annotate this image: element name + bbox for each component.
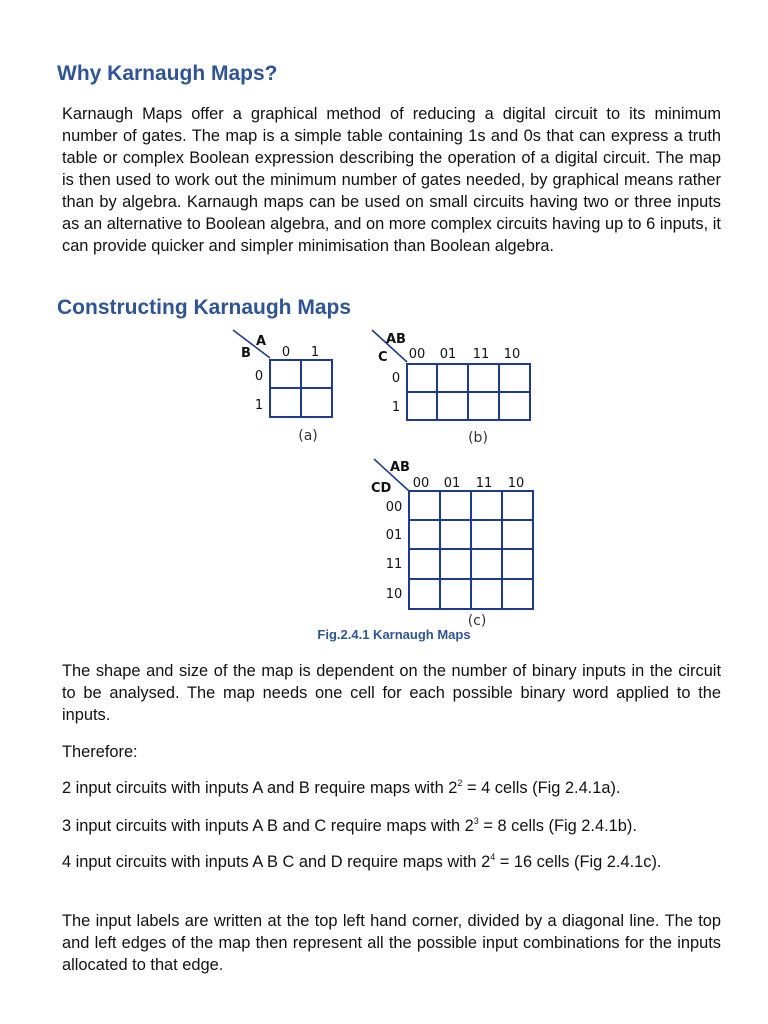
- map-b-row-label: 0: [391, 371, 401, 386]
- map-c-col-label: 10: [507, 476, 525, 491]
- map-a-col-label: 0: [281, 345, 291, 360]
- shape-paragraph: The shape and size of the map is dependent on the number of binary inputs in the circuit to be analysed. The map needs one cell for each possible binary word applied to the inputs.: [62, 662, 721, 724]
- karnaugh-map-a: [233, 330, 332, 444]
- karnaugh-map-b: [372, 330, 530, 446]
- map-b-col-label: 00: [408, 347, 426, 362]
- map-a-top-var: A: [256, 334, 267, 349]
- map-b-col-label: 10: [503, 347, 521, 362]
- map-b-left-var: C: [378, 350, 388, 365]
- map-c-row-label: 01: [385, 528, 403, 543]
- intro-paragraph: Karnaugh Maps offer a graphical method of reducing a digital circuit to its minimum number of gates. The map is a simple table containing 1s and 0s that can express a truth table or complex Boolean expression describing the operation of a digital circuit. The map is then used to work out the minimum number of gates needed, by graphical means rather than by algebra. Karnaugh maps can be used on small circuits having two or three inputs as an alternative to Boolean algebra, and on more complex circuits having up to 6 inputs, it can provide quicker and simpler minimisation than Boolean algebra.: [62, 105, 721, 255]
- map-c-left-var: CD: [371, 481, 392, 496]
- map-a-label: (a): [298, 428, 318, 444]
- section-title-constructing-karnaugh-maps: Constructing Karnaugh Maps: [57, 296, 352, 319]
- labels-paragraph: The input labels are written at the top left hand corner, divided by a diagonal line. The top and left edges of the map then represent all the possible input combinations for the inputs allocated to that edge.: [62, 912, 721, 974]
- map-b-label: (b): [468, 430, 488, 446]
- map-c-row-label: 00: [385, 500, 403, 515]
- map-a-left-var: B: [241, 346, 251, 361]
- map-a-col-label: 1: [310, 345, 320, 360]
- section-title-why-karnaugh-maps: Why Karnaugh Maps?: [57, 62, 278, 85]
- map-c-col-label: 11: [475, 476, 493, 491]
- two-input-text: 2 input circuits with inputs A and B require maps with $2^2 = 4$ cells (Fig 2.4.1a).: [62, 778, 621, 797]
- map-b-top-var: AB: [386, 332, 406, 347]
- karnaugh-map-c: [371, 459, 533, 629]
- four-input-text: 4 input circuits with inputs A B C and D require maps with $2^4 = 16$ cells (Fig 2.4.1c).: [62, 852, 662, 871]
- map-b-row-label: 1: [391, 400, 401, 415]
- map-b-col-label: 11: [472, 347, 490, 362]
- map-c-top-var: AB: [390, 460, 410, 475]
- figure-caption: Fig.2.4.1 Karnaugh Maps: [317, 627, 471, 642]
- map-c-row-label: 11: [385, 557, 403, 572]
- three-input-text: 3 input circuits with inputs A B and C require maps with $2^3 = 8$ cells (Fig 2.4.1b).: [62, 816, 637, 835]
- map-a-row-label: 0: [254, 369, 264, 384]
- map-b-col-label: 01: [439, 347, 457, 362]
- map-c-label: (c): [467, 613, 487, 629]
- map-a-row-label: 1: [254, 398, 264, 413]
- map-c-col-label: 01: [443, 476, 461, 491]
- map-c-row-label: 10: [385, 587, 403, 602]
- therefore-text: Therefore:: [62, 743, 138, 761]
- map-c-col-label: 00: [412, 476, 430, 491]
